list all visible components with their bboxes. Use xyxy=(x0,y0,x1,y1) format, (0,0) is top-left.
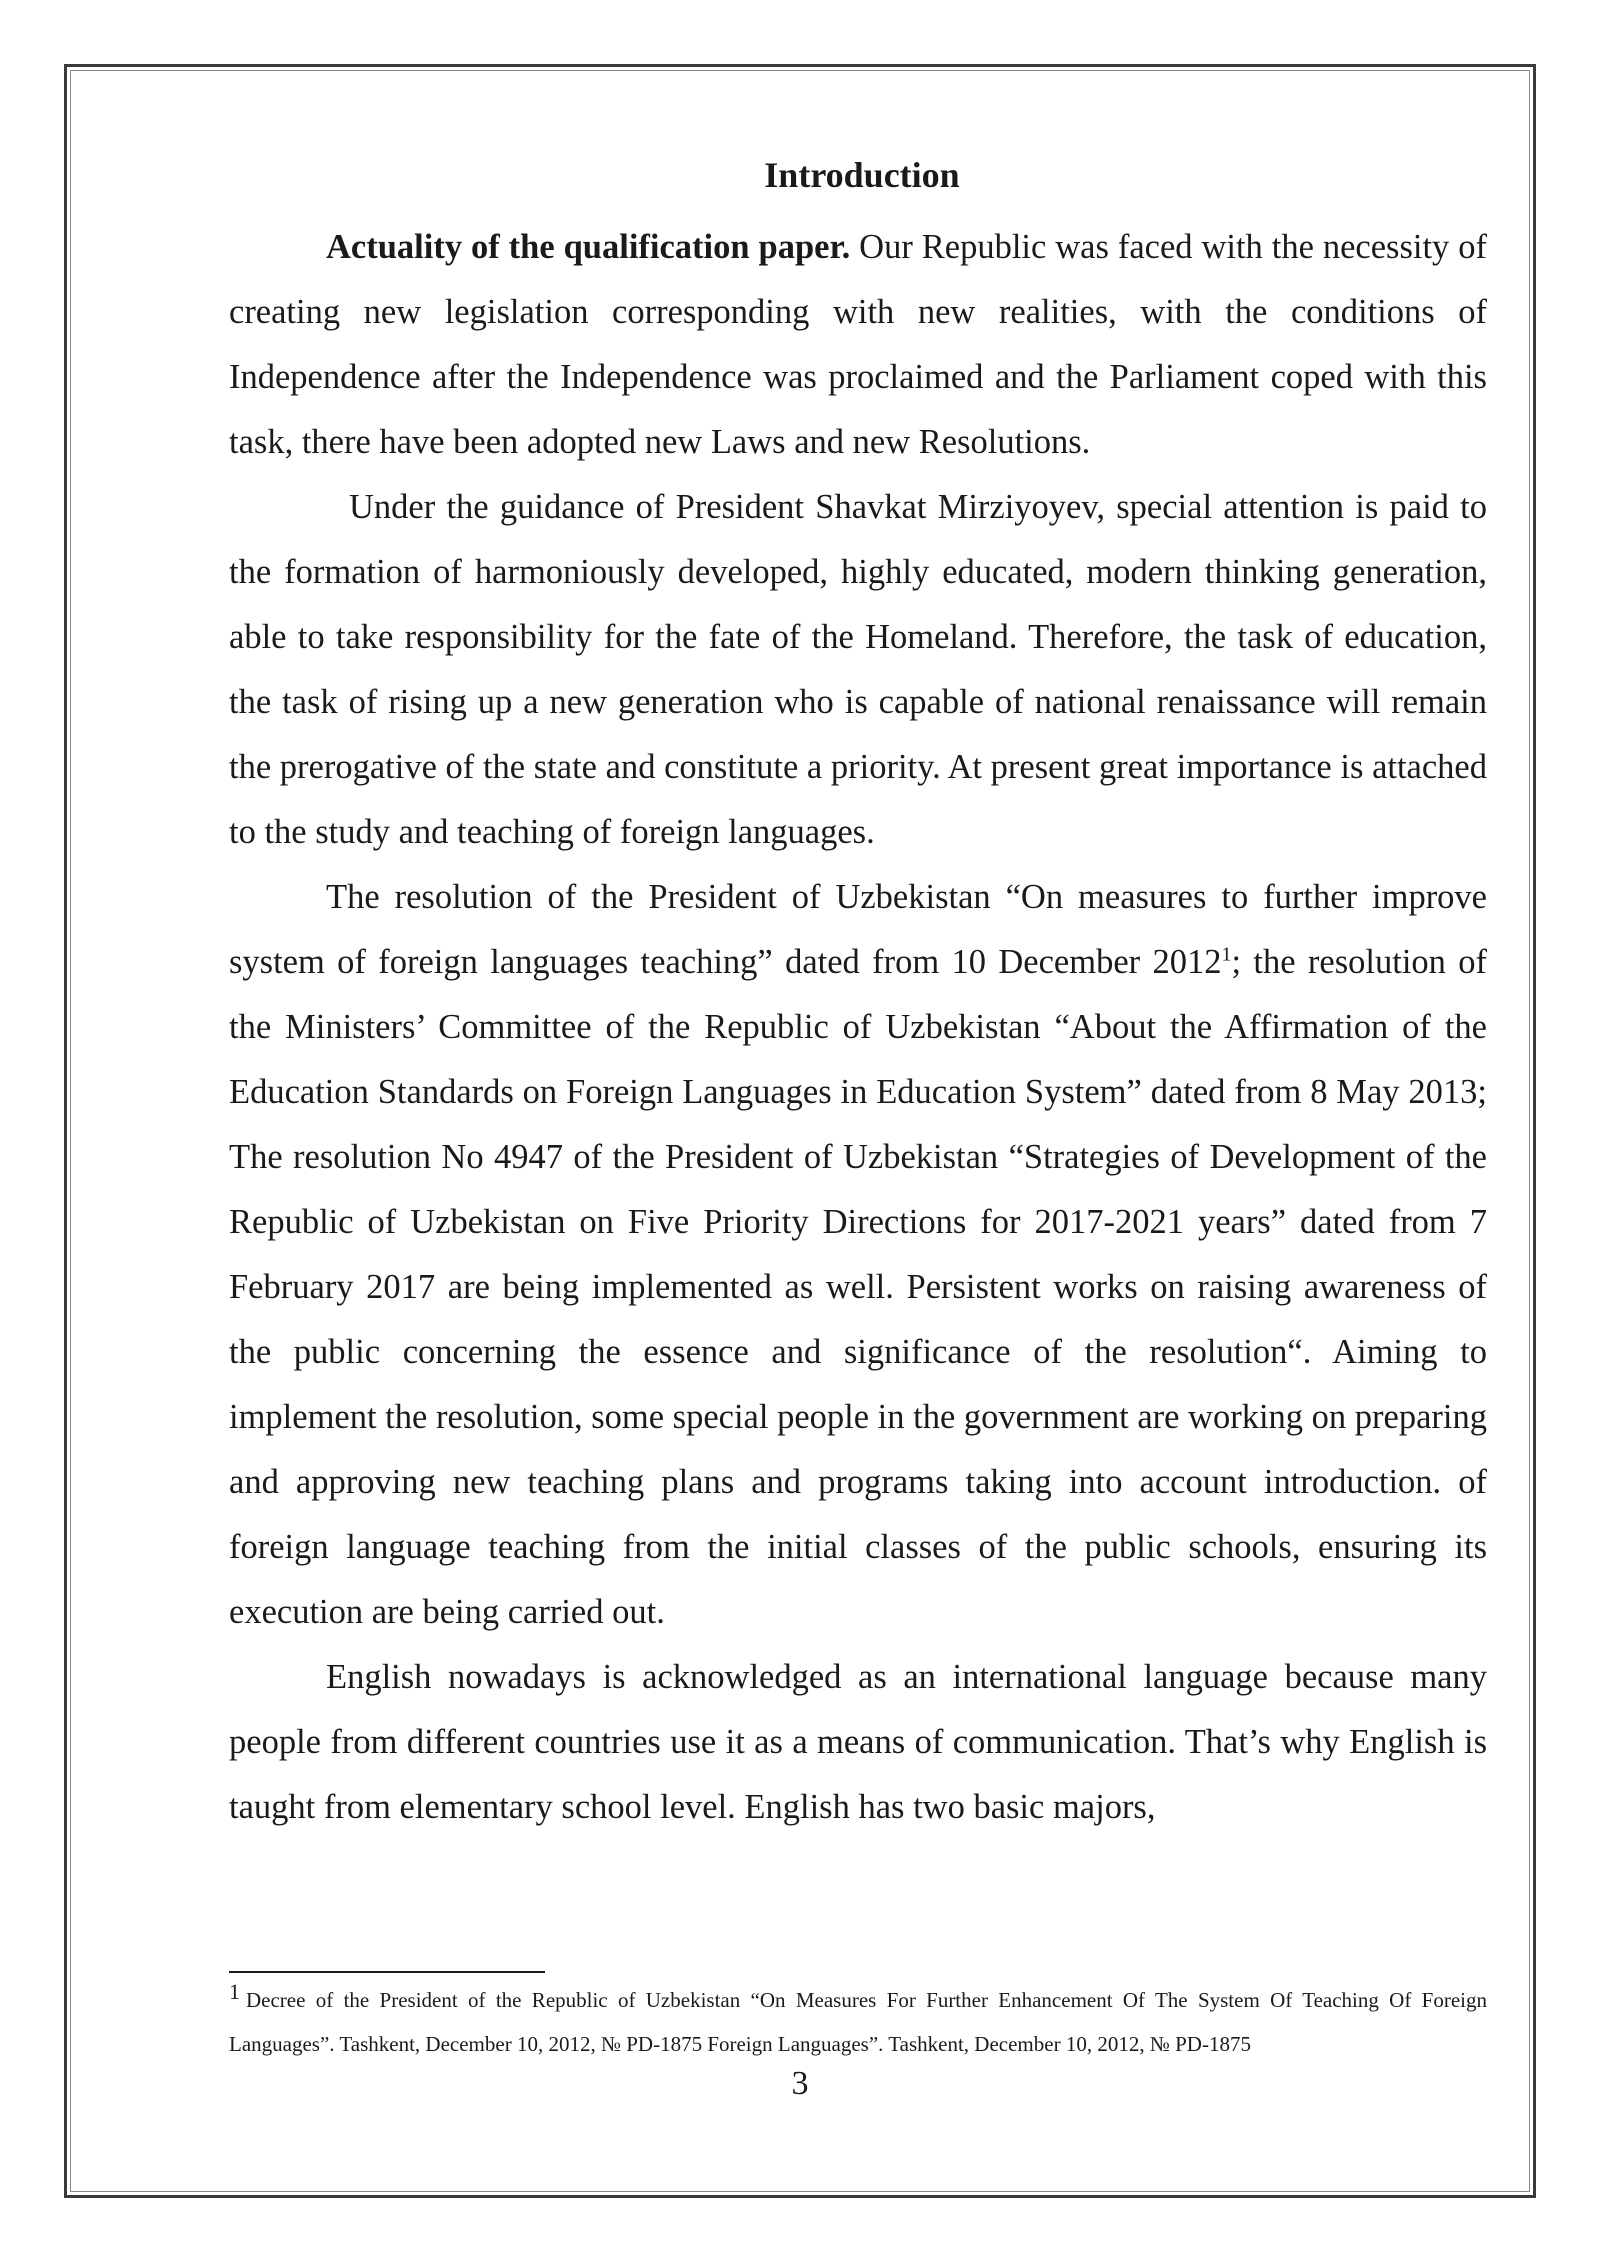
footnote-number: 1 xyxy=(229,1979,240,2004)
paragraph-guidance: Under the guidance of President Shavkat Mirziyoyev, special attention is paid to the formation of harmoniously developed, highly educated, modern thinking generation, able to take responsibility for the fate of the Homeland. Therefore, the task of education, the task of rising up a new generation who is capable of national renaissance will remain the prerogative of the state and constitute a priority. At present great importance is attached to the study and teaching of foreign languages. xyxy=(229,488,1487,851)
document-body xyxy=(229,150,1487,1840)
footnote-text: Decree of the President of the Republic of Uzbekistan “On Measures For Further Enhancement Of The System Of Teaching Of Foreign Languages”. Tashkent, December 10, 2012, № PD-1875 Foreign Languages”. Tashkent, December 10, 2012, № PD-1875 xyxy=(229,1988,1487,2056)
paragraph-text: ; the resolution of the Ministers’ Committee of the Republic of Uzbekistan “About the Affirmation of the Education Standards on Foreign Languages in Education System” dated from 8 May 2013; The resolution No 4947 of the President of Uzbekistan “Strategies of Development of the Republic of Uzbekistan on Five Priority Directions for 2017-2021 years” dated from 7 February 2017 are being implemented as well. Persistent works on raising awareness of the public concerning the essence and significance of the resolution“. Aiming to implement the resolution, some special people in the government are working on preparing and approving new teaching plans and programs taking into account introduction. of foreign language teaching from the initial classes of the public schools, ensuring its execution are being carried out. xyxy=(229,943,1487,1631)
section-heading: Introduction xyxy=(764,155,960,195)
paragraph-text: Our Republic was faced with the necessity of creating new legislation corresponding with new realities, with the conditions of Independence after the Independence was proclaimed and the Parliament coped with this task, there have been adopted new Laws and new Resolutions. xyxy=(229,228,1487,461)
footnote-separator xyxy=(229,1971,545,1973)
paragraph-resolutions xyxy=(229,865,1487,1645)
paragraph-actuality xyxy=(229,215,1487,475)
paragraph-lead: Actuality of the qualification paper. xyxy=(326,228,851,266)
paragraph-text: The resolution of the President of Uzbekistan “On measures to further improve system of foreign languages teaching” dated from 10 December 2012 xyxy=(229,878,1487,981)
paragraph-english: English nowadays is acknowledged as an international language because many people from different countries use it as a means of communication. That’s why English is taught from elementary school level. English has two basic majors, xyxy=(229,1658,1487,1826)
page-number: 3 xyxy=(791,2065,809,2102)
footnote xyxy=(229,1978,1487,2066)
footnote-reference[interactable]: 1 xyxy=(1221,943,1232,966)
